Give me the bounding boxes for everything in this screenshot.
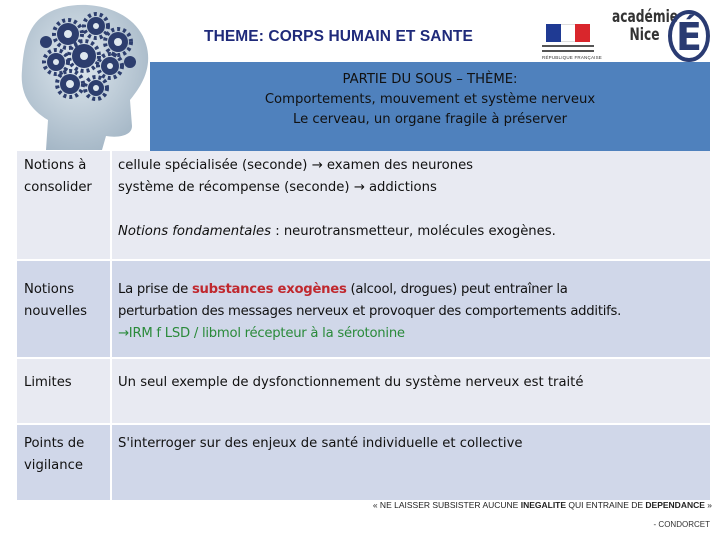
- content-line: système de récompense (seconde) → addictions: [118, 180, 437, 195]
- academie-label: académie: [612, 7, 679, 27]
- table-row-points-vigilance: [17, 425, 710, 502]
- academie-nice-logo: [610, 4, 714, 64]
- row-label: Points de vigilance: [24, 436, 85, 473]
- content-line-green: →IRM f LSD / libmol récepteur à la sérotonine: [118, 326, 405, 341]
- condorcet-quote: « NE LAISSER SUBSISTER AUCUNE INEGALITE QUI ENTRAINE DE DEPENDANCE »: [372, 500, 712, 510]
- row-content: S'interroger sur des enjeux de santé individuelle et collective: [110, 425, 710, 500]
- quote-author: - CONDORCET: [653, 520, 710, 529]
- row-label: Notions à consolider: [24, 158, 92, 195]
- academie-mark-text: É: [676, 15, 702, 59]
- row-content: Un seul exemple de dysfonctionnement du système nerveux est traité: [110, 359, 710, 423]
- partie-header-box: [150, 62, 710, 151]
- brain-gears-illustration: [6, 0, 156, 150]
- partie-line-3: Le cerveau, un organe fragile à préserver: [292, 112, 567, 127]
- table-row-notions-consolider: [17, 151, 710, 261]
- tricolor-flag-icon: [546, 24, 590, 42]
- republique-label: RÉPUBLIQUE FRANÇAISE: [542, 55, 603, 60]
- content-line: perturbation des messages nerveux et provoquer des comportements additifs.: [118, 304, 622, 319]
- content-line: Notions fondamentales : neurotransmetteur, molécules exogènes.: [118, 224, 556, 239]
- partie-line-1: PARTIE DU SOUS – THÈME:: [342, 72, 518, 87]
- content-line: La prise de substances exogènes (alcool, drogues) peut entraîner la: [118, 282, 568, 297]
- notions-table: [17, 151, 710, 502]
- partie-line-2: Comportements, mouvement et système nerveux: [264, 92, 596, 107]
- nice-label: Nice: [629, 25, 660, 45]
- academie-e-mark-icon: [666, 4, 712, 64]
- row-label: Limites: [24, 375, 72, 390]
- table-row-notions-nouvelles: [17, 261, 710, 359]
- republique-francaise-logo: [542, 24, 603, 60]
- row-label: Notions nouvelles: [24, 282, 88, 319]
- row-content: [110, 261, 710, 357]
- content-line: cellule spécialisée (seconde) → examen des neurones: [118, 158, 474, 173]
- theme-title: THEME: CORPS HUMAIN ET SANTE: [204, 28, 473, 45]
- table-row-limites: [17, 359, 710, 425]
- row-content: [110, 151, 710, 259]
- highlight-substances: substances exogènes: [191, 282, 347, 297]
